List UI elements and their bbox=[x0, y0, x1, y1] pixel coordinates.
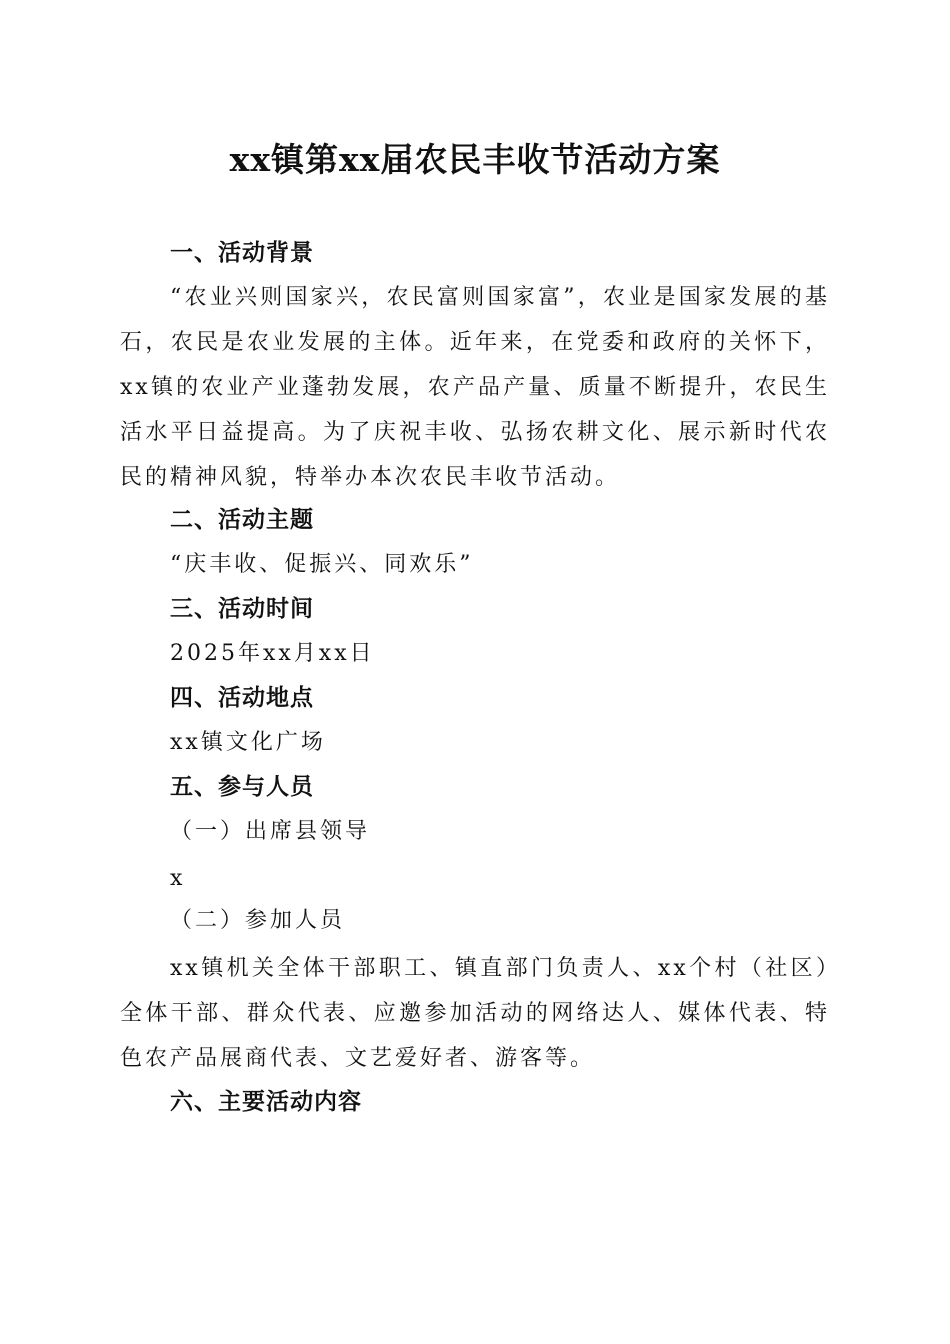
section-heading-main-activities: 六、主要活动内容 bbox=[170, 1089, 362, 1115]
location-text: xx镇文化广场 bbox=[170, 730, 326, 755]
document-title: xx镇第xx届农民丰收节活动方案 bbox=[229, 140, 721, 179]
section-heading-theme: 二、活动主题 bbox=[170, 507, 314, 533]
section-heading-background: 一、活动背景 bbox=[170, 240, 314, 266]
attendees-paragraph: xx镇机关全体干部职工、镇直部门负责人、xx个村（社区）全体干部、群众代表、应邀参加活动的网络达人、媒体代表、特色农产品展商代表、文艺爱好者、游客等。 bbox=[120, 956, 830, 1071]
time-text: 2025年xx月xx日 bbox=[170, 641, 375, 666]
subheading-attendees: （二）参加人员 bbox=[170, 908, 346, 933]
subheading-county-leaders: （一）出席县领导 bbox=[170, 819, 371, 844]
county-leaders-text: x bbox=[170, 866, 186, 891]
section-heading-location: 四、活动地点 bbox=[170, 685, 314, 711]
section-heading-time: 三、活动时间 bbox=[170, 596, 314, 622]
theme-text: “庆丰收、促振兴、同欢乐” bbox=[170, 552, 474, 577]
background-paragraph: “农业兴则国家兴，农民富则国家富”，农业是国家发展的基石，农民是农业发展的主体。近年来，在党委和政府的关怀下，xx镇的农业产业蓬勃发展，农产品产量、质量不断提升，农民生活水平日益提高。为了庆祝丰收、弘扬农耕文化、展示新时代农民的精神风貌，特举办本次农民丰收节活动。 bbox=[120, 285, 830, 490]
section-heading-participants: 五、参与人员 bbox=[170, 774, 314, 800]
